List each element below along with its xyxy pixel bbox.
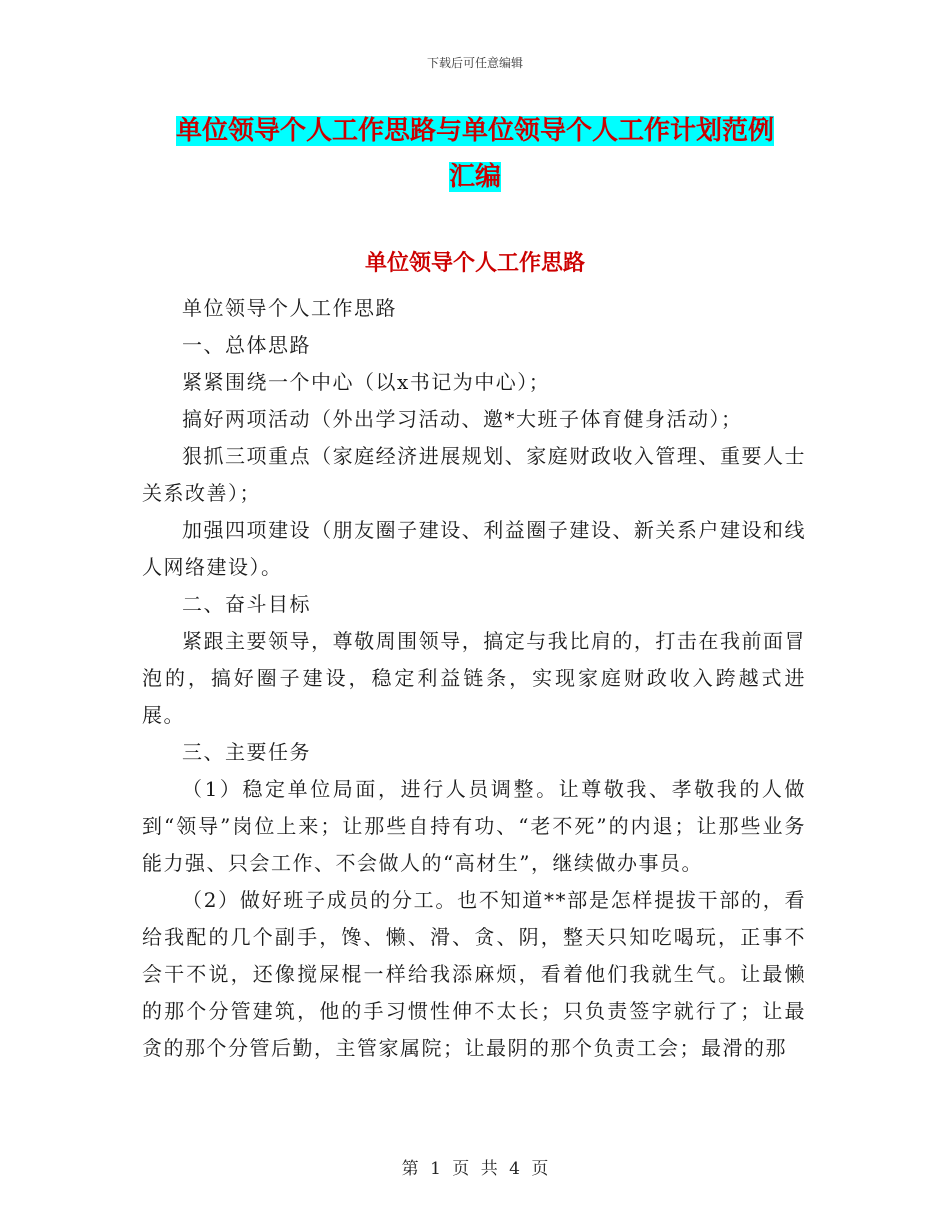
paragraph: 三、主要任务 [182, 740, 311, 764]
page-footer: 第 1 页 共 4 页 [401, 1159, 549, 1179]
paragraph: 一、总体思路 [182, 333, 311, 357]
paragraph: （2）做好班子成员的分工。也不知道**部是怎样提拔干部的，看给我配的几个副手，馋、懒、滑、贪、阴，整天只知吃喝玩，正事不会干不说，还像搅屎棍一样给我添麻烦，看着他们我就生气。让最懒的那个分管建筑，他的手习惯性伸不太长；只负责签字就行了；让最贪的那个分管后勤，主管家属院；让最阴的那个负责工会；最滑的那 [142, 888, 806, 1060]
header-note: 下载后可任意编辑 [426, 56, 523, 70]
paragraph: 紧跟主要领导，尊敬周围领导，搞定与我比肩的，打击在我前面冒泡的，搞好圈子建设，稳定利益链条，实现家庭财政收入跨越式进展。 [142, 629, 806, 727]
document-title [150, 108, 800, 200]
paragraph: 加强四项建设（朋友圈子建设、利益圈子建设、新关系户建设和线人网络建设）。 [142, 518, 806, 579]
paragraph: 单位领导个人工作思路 [182, 296, 397, 320]
paragraph: （1）稳定单位局面，进行人员调整。让尊敬我、孝敬我的人做到“领导”岗位上来；让那些自持有功、“老不死”的内退；让那些业务能力强、只会工作、不会做人的“高材生”，继续做办事员。 [142, 777, 806, 875]
body-text [142, 290, 806, 1067]
section-title: 单位领导个人工作思路 [364, 251, 585, 276]
paragraph: 搞好两项活动（外出学习活动、邀*大班子体育健身活动）； [182, 407, 743, 431]
paragraph: 紧紧围绕一个中心（以x书记为中心）； [182, 370, 551, 394]
document-title-line1: 单位领导个人工作思路与单位领导个人工作计划范例 [175, 116, 774, 146]
paragraph: 狠抓三项重点（家庭经济进展规划、家庭财政收入管理、重要人士关系改善）； [142, 444, 806, 505]
document-title-line2: 汇编 [448, 162, 501, 192]
paragraph: 二、奋斗目标 [182, 592, 311, 616]
